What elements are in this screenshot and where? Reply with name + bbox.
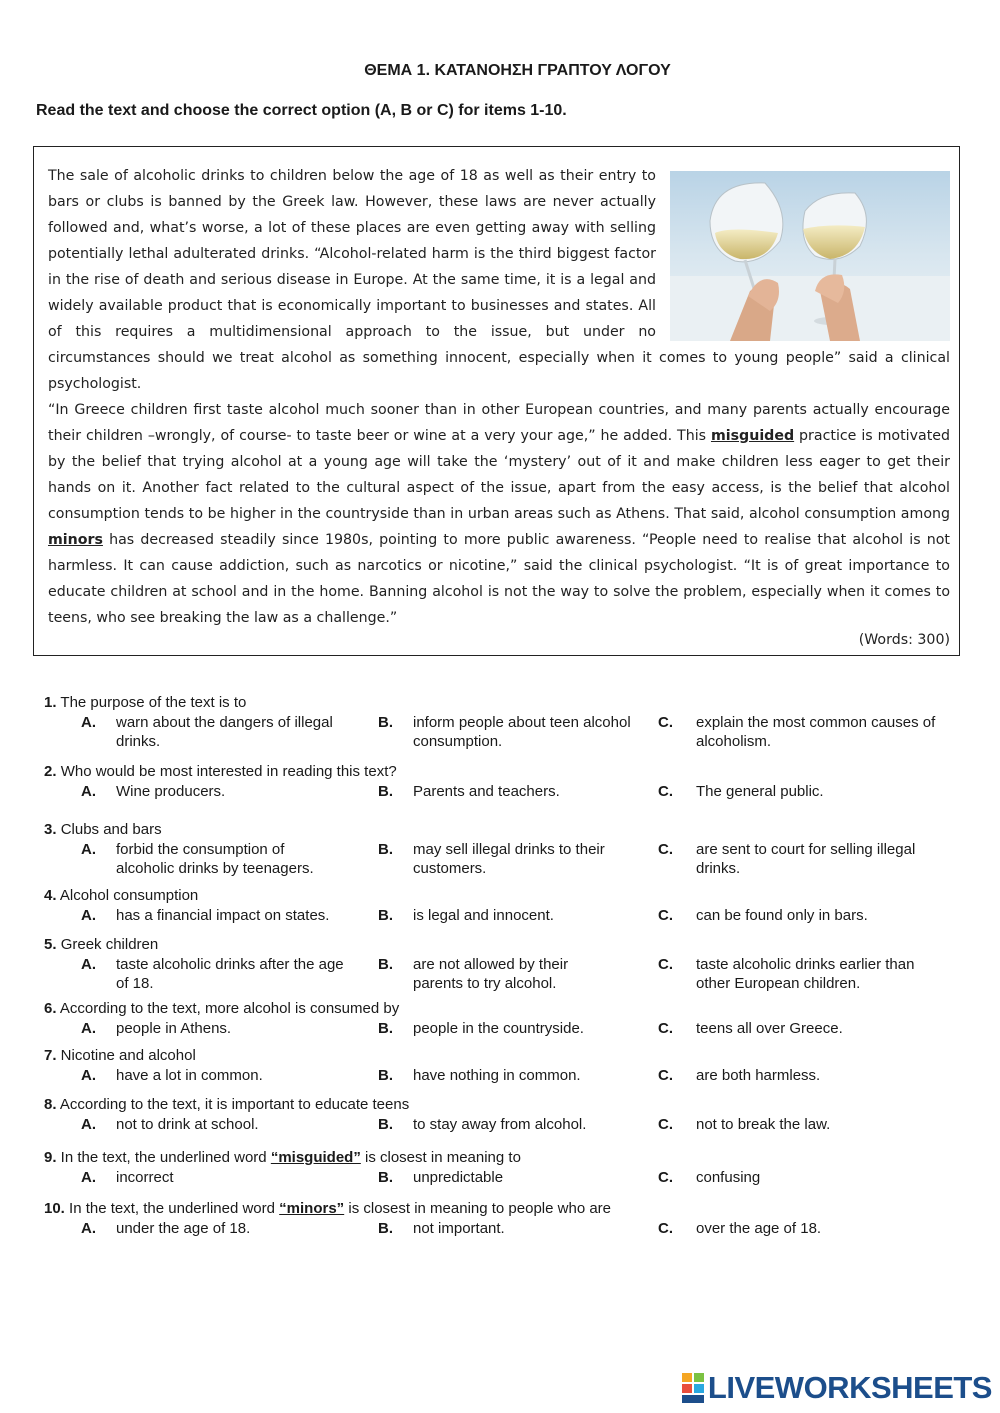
section-heading: ΘΕΜΑ 1. ΚΑΤΑΝΟΗΣΗ ΓΡΑΠΤΟΥ ΛΟΓΟΥ [364, 62, 671, 79]
underlined-word-misguided: “misguided” [270, 1149, 361, 1166]
liveworksheets-logo [682, 1371, 992, 1405]
passage-paragraph-1: The sale of alcoholic drinks to children below the age of 18 as well as their entry to bars or clubs is banned by the Greek law. However, these laws are never actually followed and, what’s worse, a lot of these places are even getting away with selling potentially lethal adulterated drinks. “Alcohol-related harm is the third biggest factor in the rise of death and serious disease in Europe. At the same time, it is a legal and widely available product that is economically important to businesses and states. All of this requires a multidimensional approach to the issue, but under no circumstances should we treat alcohol as something innocent, especially when it comes to young people” said a clinical psychologist. [48, 168, 950, 392]
word-count: (Words: 300) [858, 632, 950, 648]
underlined-word-minors: “minors” [279, 1200, 345, 1217]
underlined-word-minors: minors [48, 532, 103, 548]
logo-mark-icon [682, 1373, 704, 1403]
wine-glasses-photo [670, 171, 950, 341]
underlined-word-misguided: misguided [710, 428, 795, 444]
passage-paragraph-2: “In Greece children first taste alcohol much sooner than in other European countries, and many parents actually encourage their children –wrongly, of course- to taste beer or wine at a very your age,” he added. This misguided practice is motivated by the belief that trying alcohol at a young age will take the ‘mystery’ out of it and make children less eager to get their hands on it. Another fact related to the cultural aspect of the issue, apart from the easy access, is the belief that alcohol consumption tends to be higher in the countryside than in urban areas such as Athens. That said, alcohol consumption among minors has decreased steadily since 1980s, pointing to more public awareness. “People need to realise that alcohol is not harmless. It can cause addiction, such as narcotics or nicotine,” said the clinical psychologist. “It is of great importance to educate children at school and in the home. Banning alcohol is not the way to solve the problem, especially when it comes to teens, who see breaking the law as a challenge.” [48, 402, 950, 626]
instruction-text: Read the text and choose the correct option (A, B or C) for items 1-10. [36, 102, 567, 119]
reading-passage [33, 146, 960, 656]
logo-text: LIVEWORKSHEETS [707, 1370, 992, 1405]
